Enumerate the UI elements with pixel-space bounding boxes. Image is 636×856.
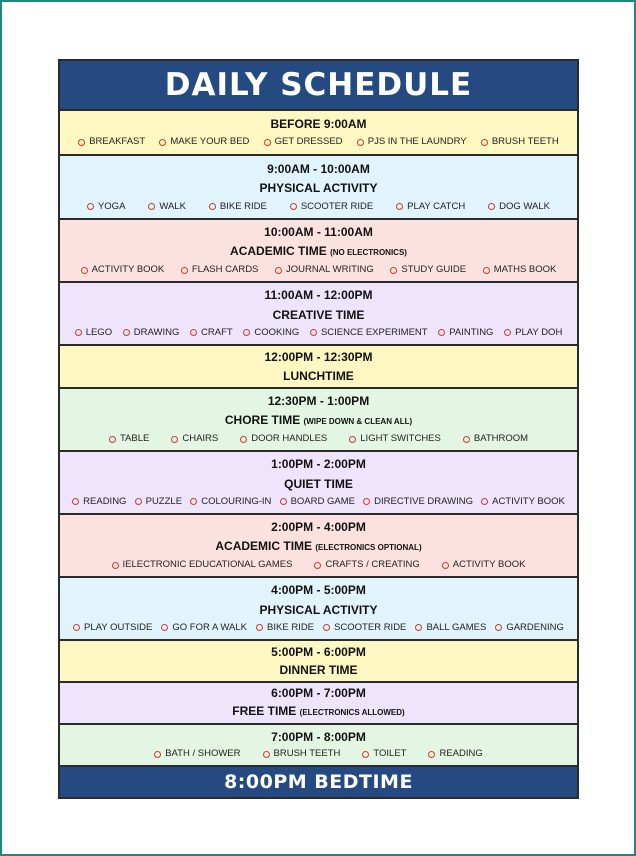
activity-label: READING (439, 748, 483, 760)
activity-label: LIGHT SWITCHES (360, 433, 441, 445)
activity-item (314, 559, 419, 571)
block-time: 2:00PM - 4:00PM (271, 519, 366, 534)
block-label-text: DINNER TIME (279, 663, 358, 677)
block-label (60, 181, 577, 195)
activity-item (73, 622, 152, 634)
circle-bullet-icon (280, 498, 287, 505)
activity-item (481, 136, 559, 148)
block-label (60, 369, 577, 383)
block-label-text: LUNCHTIME (283, 368, 354, 383)
schedule-blocks (60, 111, 577, 767)
circle-bullet-icon (481, 498, 488, 505)
activity-label: LEGO (85, 326, 113, 338)
block-time: 12:00PM - 12:30PM (264, 350, 373, 365)
schedule-title: DAILY SCHEDULE (60, 61, 577, 111)
activity-item (243, 327, 299, 339)
schedule-block (60, 725, 577, 767)
activity-list (60, 559, 577, 571)
activity-item (171, 433, 218, 445)
activity-list (60, 433, 577, 445)
block-note: (WIPE DOWN & CLEAN ALL) (303, 416, 413, 426)
activity-list (60, 622, 577, 634)
activity-item (275, 264, 374, 276)
block-time: 12:30PM - 1:00PM (267, 393, 370, 408)
activity-label: BIKE RIDE (219, 200, 267, 212)
block-label-text: QUIET TIME (284, 476, 353, 491)
activity-item (442, 559, 526, 571)
circle-bullet-icon (209, 203, 216, 210)
activity-item (75, 327, 112, 339)
circle-bullet-icon (488, 203, 495, 210)
circle-bullet-icon (275, 267, 282, 274)
activity-item (290, 201, 373, 213)
circle-bullet-icon (483, 267, 490, 274)
circle-bullet-icon (438, 329, 445, 336)
activity-label: COOKING (254, 326, 300, 338)
activity-label: MAKE YOUR BED (170, 136, 250, 148)
activity-item (264, 136, 343, 148)
circle-bullet-icon (78, 139, 85, 146)
circle-bullet-icon (190, 329, 197, 336)
activity-item (161, 622, 247, 634)
circle-bullet-icon (190, 498, 197, 505)
block-label (60, 477, 577, 491)
block-label (60, 603, 577, 617)
schedule-block (60, 683, 577, 725)
block-label-text: CHORE TIME (224, 412, 301, 427)
activity-label: IELECTRONIC EDUCATIONAL GAMES (122, 559, 293, 571)
activity-item (323, 622, 406, 634)
activity-label: STUDY GUIDE (401, 264, 467, 276)
activity-label: BRUSH TEETH (273, 748, 341, 760)
circle-bullet-icon (256, 624, 263, 631)
activity-label: PUZZLE (145, 495, 183, 507)
activity-label: DOG WALK (499, 200, 550, 212)
circle-bullet-icon (240, 436, 247, 443)
circle-bullet-icon (161, 624, 168, 631)
circle-bullet-icon (323, 624, 330, 631)
block-time: 7:00PM - 8:00PM (271, 729, 366, 744)
activity-item (209, 201, 267, 213)
activity-item (263, 748, 341, 760)
block-note: (ELECTRONICS ALLOWED) (299, 707, 405, 717)
activity-item (240, 433, 327, 445)
activity-label: WALK (159, 200, 186, 212)
activity-label: SCIENCE EXPERIMENT (320, 326, 428, 338)
activity-item (463, 433, 528, 445)
activity-list (60, 327, 577, 339)
schedule-block (60, 389, 577, 452)
activity-item (483, 264, 557, 276)
block-label (60, 308, 577, 322)
schedule-block (60, 156, 577, 220)
circle-bullet-icon (415, 624, 422, 631)
activity-label: GO FOR A WALK (172, 621, 247, 633)
schedule-block (60, 111, 577, 156)
block-time: 4:00PM - 5:00PM (271, 583, 366, 598)
circle-bullet-icon (290, 203, 297, 210)
activity-item (488, 201, 550, 213)
activity-label: TABLE (119, 433, 150, 445)
block-time: 11:00AM - 12:00PM (264, 288, 373, 303)
activity-label: BOARD GAME (290, 495, 355, 507)
activity-label: GARDENING (506, 621, 564, 633)
activity-label: BALL GAMES (426, 621, 487, 633)
activity-item (72, 496, 126, 508)
circle-bullet-icon (362, 751, 369, 758)
block-time: 10:00AM - 11:00AM (264, 224, 373, 239)
activity-list (60, 201, 577, 213)
activity-label: BREAKFAST (89, 136, 146, 148)
circle-bullet-icon (363, 498, 370, 505)
circle-bullet-icon (159, 139, 166, 146)
activity-label: ACTIVITY BOOK (492, 495, 565, 507)
block-label-text: PHYSICAL ACTIVITY (259, 602, 378, 617)
activity-item (109, 433, 149, 445)
block-label (60, 704, 577, 720)
circle-bullet-icon (428, 751, 435, 758)
activity-item (310, 327, 428, 339)
activity-item (363, 496, 473, 508)
activity-item (349, 433, 441, 445)
circle-bullet-icon (481, 139, 488, 146)
block-note: (NO ELECTRONICS) (330, 247, 407, 257)
circle-bullet-icon (263, 751, 270, 758)
activity-label: BIKE RIDE (267, 621, 315, 633)
circle-bullet-icon (109, 436, 116, 443)
activity-item (415, 622, 486, 634)
activity-label: PJS IN THE LAUNDRY (367, 136, 467, 148)
activity-item (428, 748, 482, 760)
circle-bullet-icon (390, 267, 397, 274)
activity-label: ACTIVITY BOOK (91, 264, 165, 276)
circle-bullet-icon (463, 436, 470, 443)
block-label (60, 539, 577, 555)
activity-item (123, 327, 180, 339)
activity-item (280, 496, 355, 508)
activity-label: DIRECTIVE DRAWING (374, 495, 473, 507)
circle-bullet-icon (357, 139, 364, 146)
activity-item (256, 622, 314, 634)
circle-bullet-icon (73, 624, 80, 631)
activity-label: PLAY OUTSIDE (84, 621, 153, 633)
schedule-block (60, 641, 577, 683)
block-time: 6:00PM - 7:00PM (271, 686, 366, 701)
activity-list (60, 496, 577, 508)
circle-bullet-icon (112, 562, 119, 569)
activity-item (78, 136, 145, 148)
activity-item (357, 136, 467, 148)
activity-item (81, 264, 165, 276)
activity-item (87, 201, 125, 213)
block-label-text: CREATIVE TIME (272, 307, 365, 322)
activity-item (154, 748, 240, 760)
activity-label: BRUSH TEETH (491, 136, 559, 148)
block-time: 9:00AM - 10:00AM (267, 161, 370, 176)
circle-bullet-icon (87, 203, 94, 210)
block-label-text: PHYSICAL ACTIVITY (259, 181, 378, 195)
activity-label: CRAFTS / CREATING (325, 559, 420, 571)
circle-bullet-icon (154, 751, 161, 758)
activity-label: CHAIRS (182, 433, 219, 445)
block-label (60, 244, 577, 260)
schedule-block (60, 452, 577, 515)
circle-bullet-icon (81, 267, 88, 274)
block-label (60, 413, 577, 429)
activity-label: PLAY DOH (515, 326, 563, 338)
activity-list (60, 136, 577, 148)
circle-bullet-icon (495, 624, 502, 631)
circle-bullet-icon (504, 329, 511, 336)
schedule-sheet (58, 59, 579, 799)
activity-label: MATHS BOOK (493, 264, 557, 276)
block-time: BEFORE 9:00AM (270, 116, 367, 131)
bedtime-footer: 8:00PM BEDTIME (60, 767, 577, 797)
block-label-text: ACADEMIC TIME (215, 538, 313, 553)
schedule-block (60, 515, 577, 578)
schedule-block (60, 220, 577, 283)
activity-label: PLAY CATCH (407, 200, 466, 212)
activity-label: BATHROOM (473, 433, 529, 445)
activity-item (190, 327, 233, 339)
circle-bullet-icon (75, 329, 82, 336)
activity-item (495, 622, 564, 634)
schedule-block (60, 346, 577, 389)
circle-bullet-icon (396, 203, 403, 210)
block-time: 1:00PM - 2:00PM (271, 457, 366, 472)
circle-bullet-icon (314, 562, 321, 569)
circle-bullet-icon (135, 498, 142, 505)
circle-bullet-icon (72, 498, 79, 505)
block-label (60, 663, 577, 677)
block-label-text: FREE TIME (232, 703, 297, 718)
activity-item (396, 201, 465, 213)
schedule-block (60, 578, 577, 641)
activity-label: PAINTING (449, 326, 494, 338)
activity-label: BATH / SHOWER (165, 748, 241, 760)
circle-bullet-icon (171, 436, 178, 443)
activity-label: YOGA (97, 200, 126, 212)
block-label-text: ACADEMIC TIME (230, 243, 327, 258)
circle-bullet-icon (442, 562, 449, 569)
activity-label: DRAWING (133, 326, 180, 338)
activity-item (481, 496, 565, 508)
activity-item (181, 264, 259, 276)
activity-label: ACTIVITY BOOK (452, 559, 526, 571)
block-time: 5:00PM - 6:00PM (271, 645, 366, 659)
circle-bullet-icon (243, 329, 250, 336)
activity-item (390, 264, 466, 276)
circle-bullet-icon (264, 139, 271, 146)
block-note: (ELECTRONICS OPTIONAL) (315, 542, 422, 552)
activity-list (60, 264, 577, 276)
activity-label: SCOOTER RIDE (300, 200, 374, 212)
activity-item (504, 327, 562, 339)
circle-bullet-icon (181, 267, 188, 274)
circle-bullet-icon (123, 329, 130, 336)
activity-item (438, 327, 493, 339)
activity-label: READING (83, 495, 127, 507)
activity-item (362, 748, 406, 760)
circle-bullet-icon (349, 436, 356, 443)
activity-label: COLOURING-IN (201, 495, 272, 507)
activity-label: JOURNAL WRITING (285, 264, 374, 276)
circle-bullet-icon (148, 203, 155, 210)
activity-label: FLASH CARDS (191, 264, 259, 276)
activity-label: GET DRESSED (274, 136, 343, 148)
activity-label: DOOR HANDLES (251, 433, 328, 445)
activity-label: TOILET (373, 748, 407, 760)
activity-item (112, 559, 293, 571)
schedule-block (60, 283, 577, 346)
activity-item (135, 496, 182, 508)
activity-label: CRAFT (201, 326, 233, 338)
circle-bullet-icon (310, 329, 317, 336)
activity-item (148, 201, 186, 213)
activity-label: SCOOTER RIDE (334, 621, 407, 633)
activity-item (190, 496, 271, 508)
activity-list (60, 748, 577, 760)
activity-item (159, 136, 249, 148)
